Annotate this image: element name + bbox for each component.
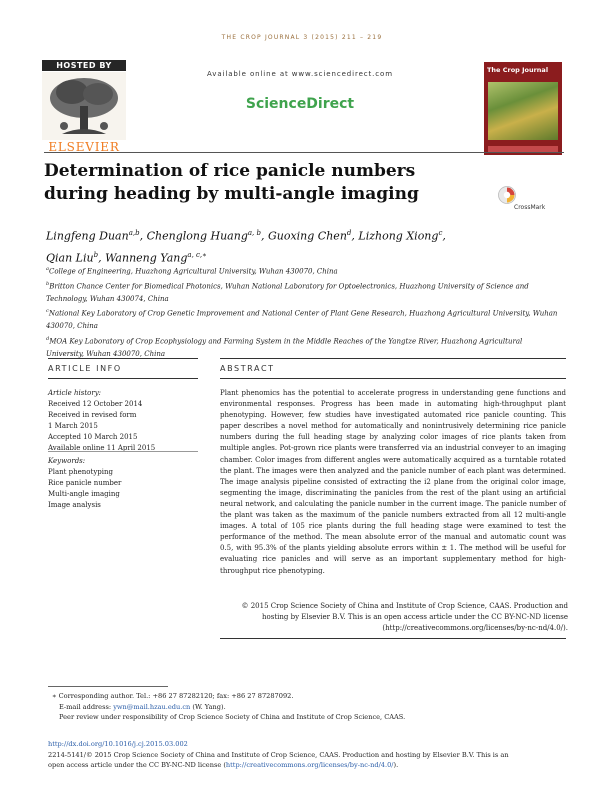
author-name[interactable]: Qian Liu bbox=[46, 251, 94, 265]
license-link[interactable]: (http://creativecommons.org/licenses/by-nc-nd/4.0/). bbox=[382, 624, 568, 632]
author-sup: a,b bbox=[128, 229, 140, 237]
email-suffix: (W. Yang). bbox=[190, 702, 226, 711]
affiliation-marker: a bbox=[46, 266, 49, 272]
history-label: Article history: bbox=[48, 389, 102, 397]
elsevier-logo[interactable] bbox=[42, 60, 126, 156]
article-info-top-rule bbox=[48, 358, 198, 359]
affiliation-text: MOA Key Laboratory of Crop Ecophysiology and Farming System in the Middle Reaches of the Yangtze River, Huazhong Agricultural University, Wuhan 430070, China bbox=[46, 337, 523, 358]
author-separator: , bbox=[351, 229, 359, 243]
license-suffix: ). bbox=[393, 761, 399, 769]
author-list bbox=[46, 224, 506, 267]
article-title: Determination of rice panicle numbers during heading by multi-angle imaging bbox=[44, 161, 419, 204]
email-label: E-mail address: bbox=[59, 702, 114, 711]
copyright-line: hosting by Elsevier B.V. This is an open access article under the CC BY-NC-ND license bbox=[262, 613, 568, 621]
abstract-bottom-rule bbox=[220, 378, 566, 379]
license-line bbox=[48, 760, 568, 771]
crossmark-icon bbox=[498, 186, 516, 204]
doi-link[interactable]: http://dx.doi.org/10.1016/j.cj.2015.03.002 bbox=[48, 740, 188, 748]
elsevier-wordmark: ELSEVIER bbox=[48, 140, 120, 154]
history-entry: Accepted 10 March 2015 bbox=[48, 433, 138, 441]
license-prefix: open access article under the CC BY-NC-ND license ( bbox=[48, 761, 226, 769]
author-separator: , bbox=[260, 229, 268, 243]
affiliation-list bbox=[46, 263, 561, 360]
affiliation-item bbox=[46, 278, 561, 306]
article-history bbox=[48, 388, 184, 454]
header-divider bbox=[44, 152, 564, 153]
author-name[interactable]: Guoxing Chen bbox=[267, 229, 347, 243]
author-sup: d bbox=[346, 229, 352, 237]
author-sup: c bbox=[438, 229, 443, 237]
affiliation-text: College of Engineering, Huazhong Agricultural University, Wuhan 430070, China bbox=[48, 267, 338, 276]
journal-cover-image[interactable] bbox=[484, 62, 562, 155]
affiliation-item bbox=[46, 333, 561, 361]
affiliation-marker: c bbox=[46, 308, 49, 315]
keyword-item: Rice panicle number bbox=[48, 479, 122, 487]
affiliation-marker: d bbox=[46, 335, 50, 342]
elsevier-tree-icon bbox=[42, 72, 126, 140]
keywords-block bbox=[48, 456, 184, 511]
journal-running-header: THE CROP JOURNAL 3 (2015) 211 – 219 bbox=[221, 34, 383, 41]
author-sup: b bbox=[93, 250, 99, 259]
affiliation-text: Britton Chance Center for Biomedical Photonics, Wuhan National Laboratory for Optoelectronics, Huazhong University of Science and Technology, Wuhan 430074, China bbox=[46, 282, 529, 303]
author-name[interactable]: Wanneng Yang bbox=[105, 251, 188, 265]
keywords-label: Keywords: bbox=[48, 457, 86, 465]
article-info-heading: ARTICLE INFO bbox=[48, 364, 122, 373]
cover-photo bbox=[488, 82, 558, 140]
email-link[interactable]: ywn@mail.hzau.edu.cn bbox=[113, 702, 191, 711]
author-separator: , bbox=[98, 251, 106, 265]
corresponding-author-note: ∗ Corresponding author. Tel.: +86 27 87282120; fax: +86 27 87287092. bbox=[52, 692, 294, 700]
peer-review-note: Peer review under responsibility of Crop Science Society of China and Institute of Crop Science, CAAS. bbox=[59, 713, 406, 721]
footnote-rule bbox=[48, 686, 168, 687]
affiliation-text: National Key Laboratory of Crop Genetic Improvement and National Center of Plant Gene Research, Huazhong Agricultural University, Wuhan 430070, China bbox=[46, 309, 558, 331]
affiliation-marker: b bbox=[46, 280, 50, 287]
keyword-item: Multi-angle imaging bbox=[48, 490, 120, 498]
history-entry: Available online 11 April 2015 bbox=[48, 444, 156, 452]
keyword-item: Plant phenotyping bbox=[48, 468, 113, 476]
history-entry: 1 March 2015 bbox=[48, 422, 98, 430]
author-separator: , bbox=[442, 229, 446, 243]
cover-title: The Crop Journal bbox=[487, 66, 549, 74]
author-name[interactable]: Chenglong Huang bbox=[146, 229, 248, 243]
email-line bbox=[52, 702, 552, 713]
author-separator: , bbox=[139, 229, 147, 243]
sciencedirect-logo[interactable]: ScienceDirect bbox=[245, 96, 355, 112]
footnotes bbox=[52, 691, 552, 723]
license-url-link[interactable]: http://creativecommons.org/licenses/by-nc-nd/4.0/ bbox=[225, 761, 394, 769]
author-name[interactable]: Lizhong Xiong bbox=[358, 229, 439, 243]
abstract-end-rule bbox=[220, 638, 566, 639]
author-sup: a, b bbox=[247, 229, 261, 237]
author-sup: a, c,∗ bbox=[187, 250, 207, 259]
info-divider bbox=[48, 451, 198, 452]
author-name[interactable]: Lingfeng Duan bbox=[46, 229, 129, 243]
abstract-heading: ABSTRACT bbox=[220, 364, 275, 373]
abstract-text: Plant phenomics has the potential to accelerate progress in understanding gene functions and environmental responses. Progress has been made in automating high-throughput plant phenotyping. However, few studies have investigated automated rice panicle counting. This paper describes a novel method for automatically and nonintrusively determining rice panicle numbers during the full heading stage by analyzing color images of rice plants taken from multiple angles. Pot-grown rice plants were transferred via an industrial conveyer to an imaging chamber. Color images from different angles were automatically acquired as a turntable rotated the plant. The images were then analyzed and the panicle number of each plant was determined. The image analysis pipeline consisted of extracting the i2 plane from the original color image, segmenting the image, discriminating the panicles from the rest of the plant using an artificial neural network, and calculating the panicle number in the current image. The panicle number of the plant was taken as the maximum of the panicle numbers extracted from all 12 multi-angle images. A total of 105 rice plants during the full heading stage were examined to test the performance of the method. The mean absolute error of the manual and automatic count was 0.5, with 95.3% of the plants yielding absolute errors within ± 1. The method will be useful for evaluating rice panicles and will serve as an important supplementary method for high-throughput rice phenotyping. bbox=[220, 389, 566, 575]
article-info-bottom-rule bbox=[48, 378, 198, 379]
affiliation-item bbox=[46, 305, 561, 333]
copyright-notice bbox=[232, 601, 568, 634]
available-online-text[interactable]: Available online at www.sciencedirect.com bbox=[207, 70, 393, 78]
crossmark-button[interactable] bbox=[502, 186, 562, 216]
copyright-line: © 2015 Crop Science Society of China and Institute of Crop Science, CAAS. Production and bbox=[241, 602, 568, 610]
issn-line: 2214-5141/© 2015 Crop Science Society of China and Institute of Crop Science, CAAS. Production and hosting by Elsevier B.V. This is an bbox=[48, 750, 509, 759]
hosted-by-label: HOSTED BY bbox=[42, 60, 126, 71]
history-entry: Received 12 October 2014 bbox=[48, 400, 143, 408]
doi-block bbox=[48, 739, 568, 771]
history-entry: Received in revised form bbox=[48, 411, 137, 419]
crossmark-label: CrossMark bbox=[514, 204, 546, 211]
abstract-top-rule bbox=[220, 358, 566, 359]
affiliation-item bbox=[46, 263, 561, 278]
keyword-item: Image analysis bbox=[48, 501, 101, 509]
